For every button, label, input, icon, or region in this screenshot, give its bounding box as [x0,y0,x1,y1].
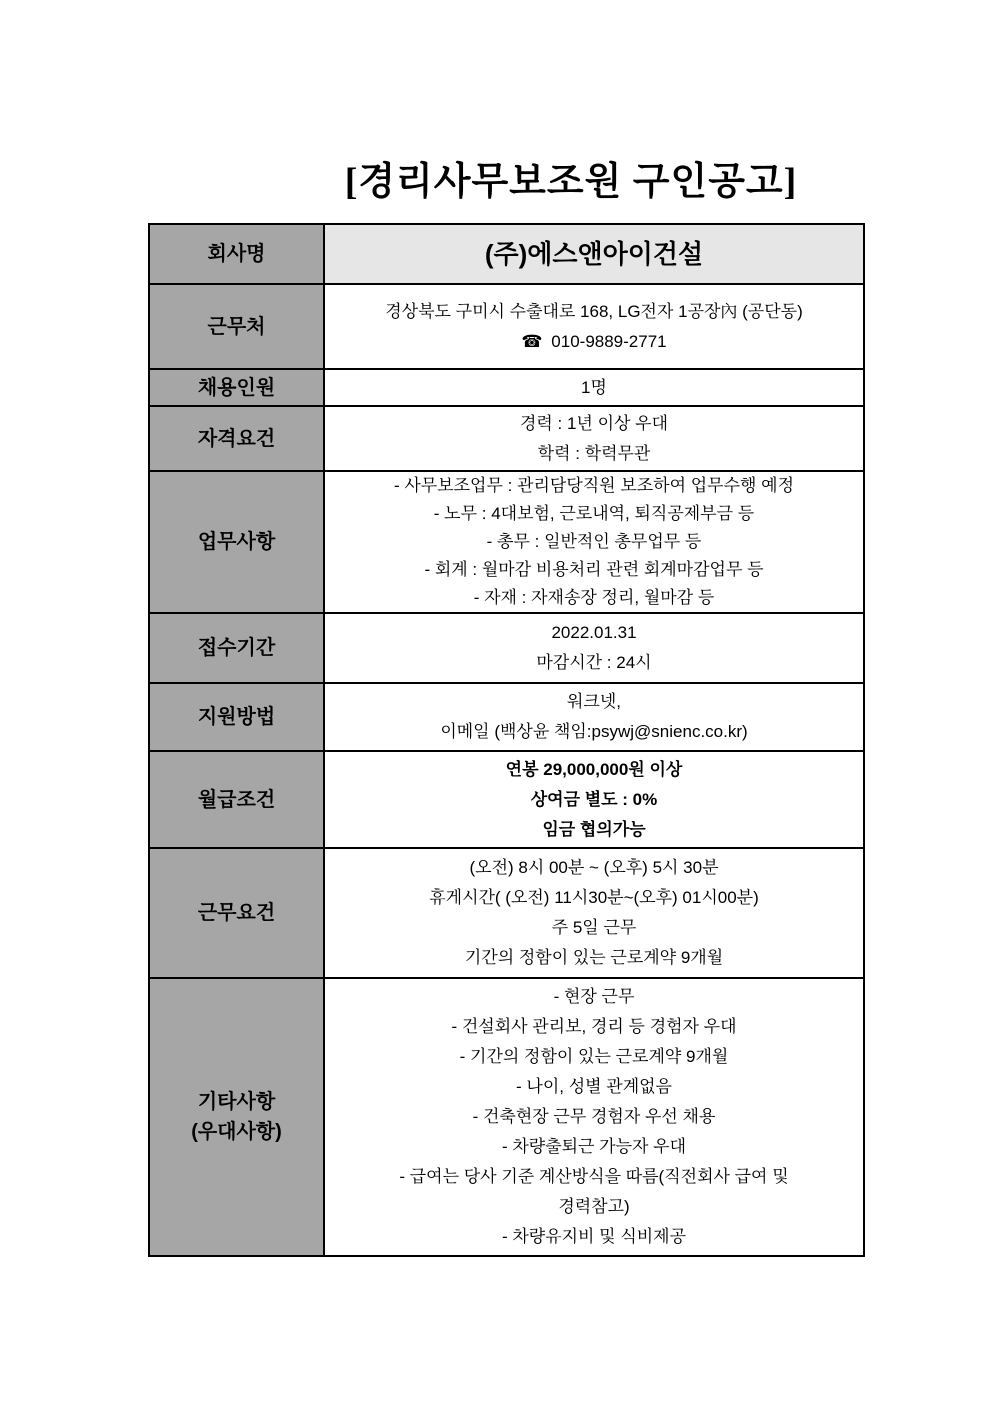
job-posting-table [148,223,865,1257]
value-line: - 건설회사 관리보, 경리 등 경험자 우대 [451,1017,737,1036]
value-line: - 자재 : 자재송장 정리, 월마감 등 [473,588,715,607]
salary-amount: 연봉 29,000,000원 이상 [505,759,683,779]
value-line: - 차량출퇴근 가능자 우대 [501,1137,687,1156]
value-line: - 현장 근무 [553,987,635,1006]
row-label-apply-method: 지원방법 [149,683,324,751]
phone-number: 010-9889-2771 [551,331,667,351]
deadline-time: 마감시간 : 24시 [536,653,652,672]
row-label-headcount: 채용인원 [149,369,324,406]
row-label-etc [149,978,324,1256]
table-row [149,751,864,848]
value-line: - 차량유지비 및 식비제공 [501,1227,687,1246]
table-row [149,224,864,284]
value-line: - 나이, 성별 관계없음 [516,1077,672,1096]
apply-email: 이메일 (백상윤 책임:psywj@snienc.co.kr) [440,722,748,741]
row-label-duties: 업무사항 [149,471,324,613]
value-line: - 건축현장 근무 경험자 우선 채용 [472,1107,716,1126]
value-line: - 노무 : 4대보험, 근로내역, 퇴직공제부금 등 [433,504,755,523]
row-label-salary: 월급조건 [149,751,324,848]
value-line: 경력 : 1년 이상 우대 [519,413,669,433]
company-name: (주)에스앤아이건설 [484,239,704,269]
table-row [149,683,864,751]
work-days: 주 5일 근무 [551,918,637,937]
value-line: - 총무 : 일반적인 총무업무 등 [486,532,702,551]
value-line: 워크넷, [567,692,621,711]
table-row [149,369,864,406]
headcount-value: 1명 [581,377,607,397]
deadline-date: 2022.01.31 [551,623,637,642]
contract-term: 기간의 정함이 있는 근로계약 9개월 [464,948,724,967]
value-line: - 회계 : 월마감 비용처리 관련 회계마감업무 등 [424,560,764,579]
row-label-etc-line2: (우대사항) [191,1121,282,1143]
row-label-workplace: 근무처 [149,284,324,369]
workplace-address: 경상북도 구미시 수출대로 168, LG전자 1공장內 (공단동) [385,301,803,321]
table-row [149,613,864,683]
row-label-qualifications: 자격요건 [149,406,324,471]
value-line: - 사무보조업무 : 관리담당직원 보조하여 업무수행 예정 [393,476,794,495]
break-time: 휴게시간( (오전) 11시30분~(오후) 01시00분) [429,888,759,907]
value-line: 경력참고) [558,1197,630,1216]
row-label-work-conditions: 근무요건 [149,848,324,978]
value-line: 학력 : 학력무관 [537,443,651,463]
page-title: [경리사무보조원 구인공고] [344,161,798,203]
bonus-info: 상여금 별도 : 0% [530,789,658,809]
phone-icon: ☎ [521,331,543,351]
phone-line [325,327,863,357]
table-row [149,978,864,1256]
table-row [149,284,864,369]
row-label-etc-line1: 기타사항 [197,1091,276,1113]
negotiable-info: 임금 협의가능 [542,819,646,839]
table-row [149,471,864,613]
value-line: - 기간의 정함이 있는 근로계약 9개월 [459,1047,729,1066]
value-line: - 급여는 당사 기준 계산방식을 따름(직전회사 급여 및 [399,1167,789,1186]
row-label-company: 회사명 [149,224,324,284]
row-label-application-period: 접수기간 [149,613,324,683]
table-row [149,848,864,978]
table-row [149,406,864,471]
work-hours: (오전) 8시 00분 ~ (오후) 5시 30분 [469,858,719,877]
